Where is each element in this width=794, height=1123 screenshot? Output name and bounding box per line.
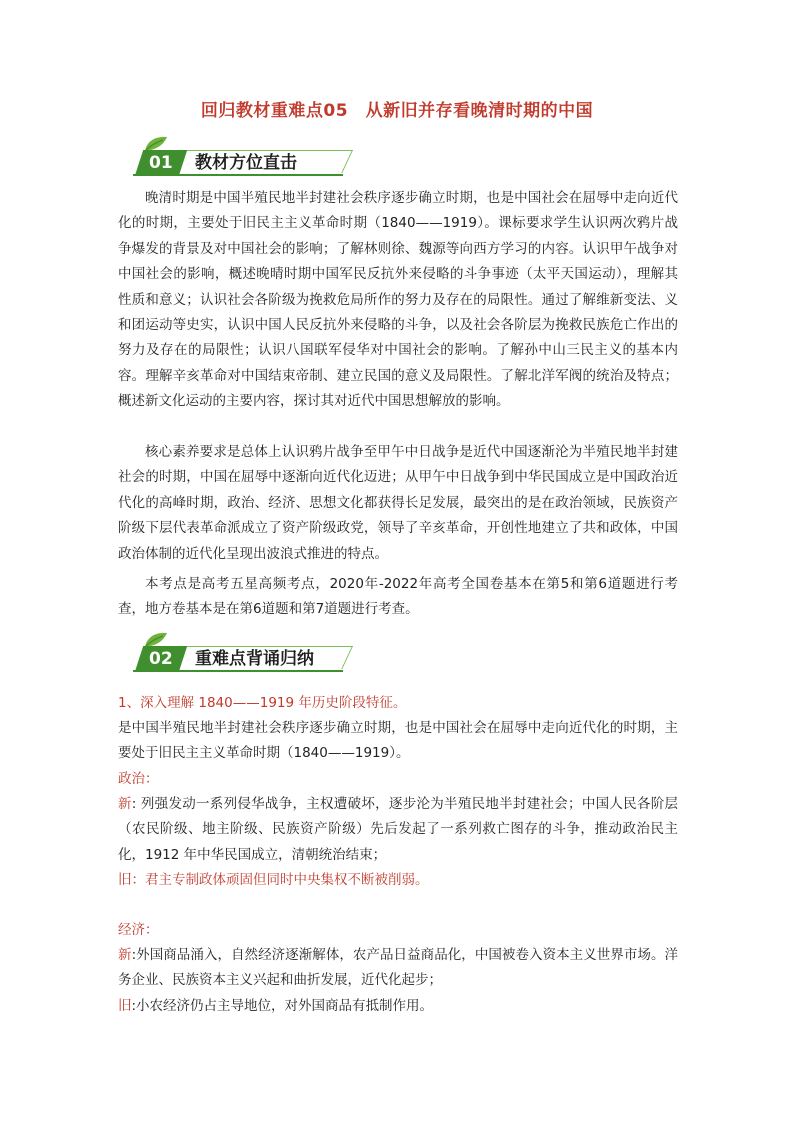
section-label: 教材方位直击 xyxy=(195,153,297,173)
tag-new: 新 xyxy=(118,796,132,812)
section-label: 重难点背诵归纳 xyxy=(195,649,314,669)
paragraph-economy-old xyxy=(118,994,678,1019)
heading-stage-features: 1、深入理解 1840——1919 年历史阶段特征。 xyxy=(118,695,407,711)
paragraph-core-literacy: 核心素养要求是总体上认识鸦片战争至甲午中日战争是近代中国逐渐沦为半殖民地半封建社会的时期，中国在屈辱中逐渐向近代化迈进；从甲午中日战争到中华民国成立是中国政治近代化的高峰时期，政治、经济、思想文化都获得长足发展，最突出的是在政治领域，民族资产阶级下层代表革命派成立了资产阶级政党，领导了辛亥革命，开创性地建立了共和政体，中国政治体制的近代化呈现出波浪式推进的特点。 xyxy=(118,444,678,562)
paragraph-economy-new xyxy=(118,943,678,994)
label-economy: 经济： xyxy=(118,922,159,938)
text-economy-old: :小农经济仍占主导地位，对外国商品有抵制作用。 xyxy=(131,998,434,1014)
text-politics-new: : 列强发动一系列侵华战争，主权遭破坏，逐步沦为半殖民地半封建社会；中国人民各阶层（农民阶级、地主阶级、民族资产阶级）先后发起了一系列救亡图存的斗争，推动政治民主化，1912 年中华民国成立，清朝统治结束； xyxy=(118,796,678,863)
section-header-01 xyxy=(133,134,348,176)
tag-new: 新 xyxy=(118,947,132,963)
paragraph-politics-old: 旧：君主专制政体顽固但同时中央集权不断被削弱。 xyxy=(118,872,429,888)
page-title: 回归教材重难点05 从新旧并存看晚清时期的中国 xyxy=(200,101,594,121)
section-header-02 xyxy=(133,630,348,672)
text-economy-new: :外国商品涌入，自然经济逐渐解体，农产品日益商品化，中国被卷入资本主义世界市场。洋务企业、民族资本主义兴起和曲折发展，近代化起步； xyxy=(118,947,678,989)
section-number: 01 xyxy=(135,150,187,176)
paragraph-stage-summary: 是中国半殖民地半封建社会秩序逐步确立时期，也是中国社会在屈辱中走向近代化的时期，主要处于旧民主主义革命时期（1840——1919）。 xyxy=(118,720,678,762)
tag-old: 旧 xyxy=(118,998,132,1014)
section-number: 02 xyxy=(135,646,187,672)
paragraph-exam-frequency: 本考点是高考五星高频考点，2020年-2022年高考全国卷基本在第5和第6道题进行考查，地方卷基本是在第6道题和第7道题进行考查。 xyxy=(118,576,678,618)
paragraph-politics-new xyxy=(118,792,678,868)
paragraph-intro: 晚清时期是中国半殖民地半封建社会秩序逐步确立时期，也是中国社会在屈辱中走向近代化的时期，主要处于旧民主主义革命时期（1840——1919）。课标要求学生认识两次鸦片战争爆发的背景及对中国社会的影响；了解林则徐、魏源等向西方学习的内容。认识甲午战争对中国社会的影响，概述晚晴时期中国军民反抗外来侵略的斗争事迹（太平天国运动），理解其性质和意义；认识社会各阶级为挽救危局所作的努力及存在的局限性。通过了解维新变法、义和团运动等史实，认识中国人民反抗外来侵略的斗争，以及社会各阶层为挽救民族危亡作出的努力及存在的局限性；认识八国联军侵华对中国社会的影响。了解孙中山三民主义的基本内容。理解辛亥革命对中国结束帝制、建立民国的意义及局限性。了解北洋军阀的统治及特点；概述新文化运动的主要内容，探讨其对近代中国思想解放的影响。 xyxy=(118,190,678,410)
label-politics: 政治： xyxy=(118,771,159,787)
